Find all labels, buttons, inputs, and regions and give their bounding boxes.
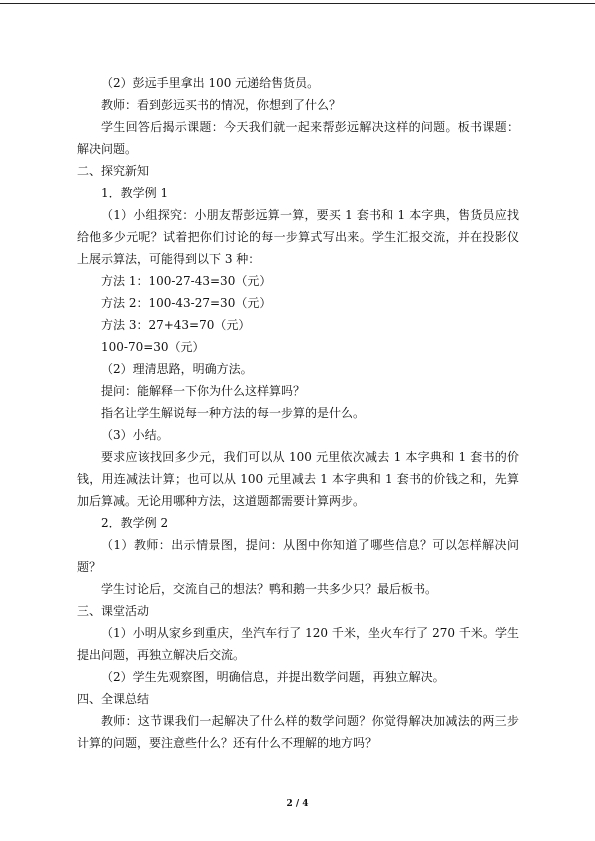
paragraph: （1）小明从家乡到重庆，坐汽车行了 120 千米，坐火车行了 270 千米。学生提出问题，再独立解决后交流。 [77, 626, 519, 662]
paragraph: （1）教师：出示情景图，提问：从图中你知道了哪些信息？可以怎样解决问题？ [77, 538, 519, 574]
method-line: 方法 1：100-27-43=30（元） [101, 274, 272, 288]
section-heading: 四、全课总结 [77, 692, 150, 706]
subsection-heading: 1．教学例 1 [101, 186, 169, 200]
paragraph: 教师：这节课我们一起解决了什么样的数学问题？你觉得解决加减法的两三步计算的问题，要注意些什么？还有什么不理解的地方吗？ [77, 714, 519, 750]
section-heading: 三、课堂活动 [77, 604, 150, 618]
paragraph: （2）彭远手里拿出 100 元递给售货员。 [101, 76, 320, 90]
section-heading: 二、探究新知 [77, 164, 150, 178]
paragraph: 要求应该找回多少元，我们可以从 100 元里依次减去 1 本字典和 1 套书的价钱，用连减法计算；也可以从 100 元里减去 1 本字典和 1 套书的价钱之和，先算加后算减。无论用哪种方法，这道题都需要计算两步。 [77, 450, 519, 508]
document-body [77, 72, 519, 754]
paragraph: 提问：能解释一下你为什么这样算吗？ [101, 384, 306, 398]
method-line: 方法 3：27+43=70（元） [101, 318, 251, 332]
subsection-heading: 2．教学例 2 [101, 516, 169, 530]
paragraph: 学生讨论后，交流自己的想法？鸭和鹅一共多少只？最后板书。 [101, 582, 438, 596]
method-line: 方法 2：100-43-27=30（元） [101, 296, 272, 310]
paragraph: （2）理清思路，明确方法。 [101, 362, 253, 376]
paragraph: 学生回答后揭示课题：今天我们就一起来帮彭远解决这样的问题。板书课题：解决问题。 [77, 120, 519, 156]
method-line: 100-70=30（元） [101, 340, 205, 354]
header-rule [0, 3, 595, 4]
paragraph: （1）小组探究：小朋友帮彭远算一算，要买 1 套书和 1 本字典，售货员应找给他多少元呢？试着把你们讨论的每一步算式写出来。学生汇报交流，并在投影仪上展示算法，可能得到以下 3 种： [77, 208, 519, 266]
paragraph: 教师：看到彭远买书的情况，你想到了什么？ [101, 98, 342, 112]
paragraph: （3）小结。 [101, 428, 169, 442]
paragraph: （2）学生先观察图，明确信息，并提出数学问题，再独立解决。 [101, 670, 445, 684]
page-number: 2 / 4 [286, 799, 309, 809]
paragraph: 指名让学生解说每一种方法的每一步算的是什么。 [101, 406, 366, 420]
